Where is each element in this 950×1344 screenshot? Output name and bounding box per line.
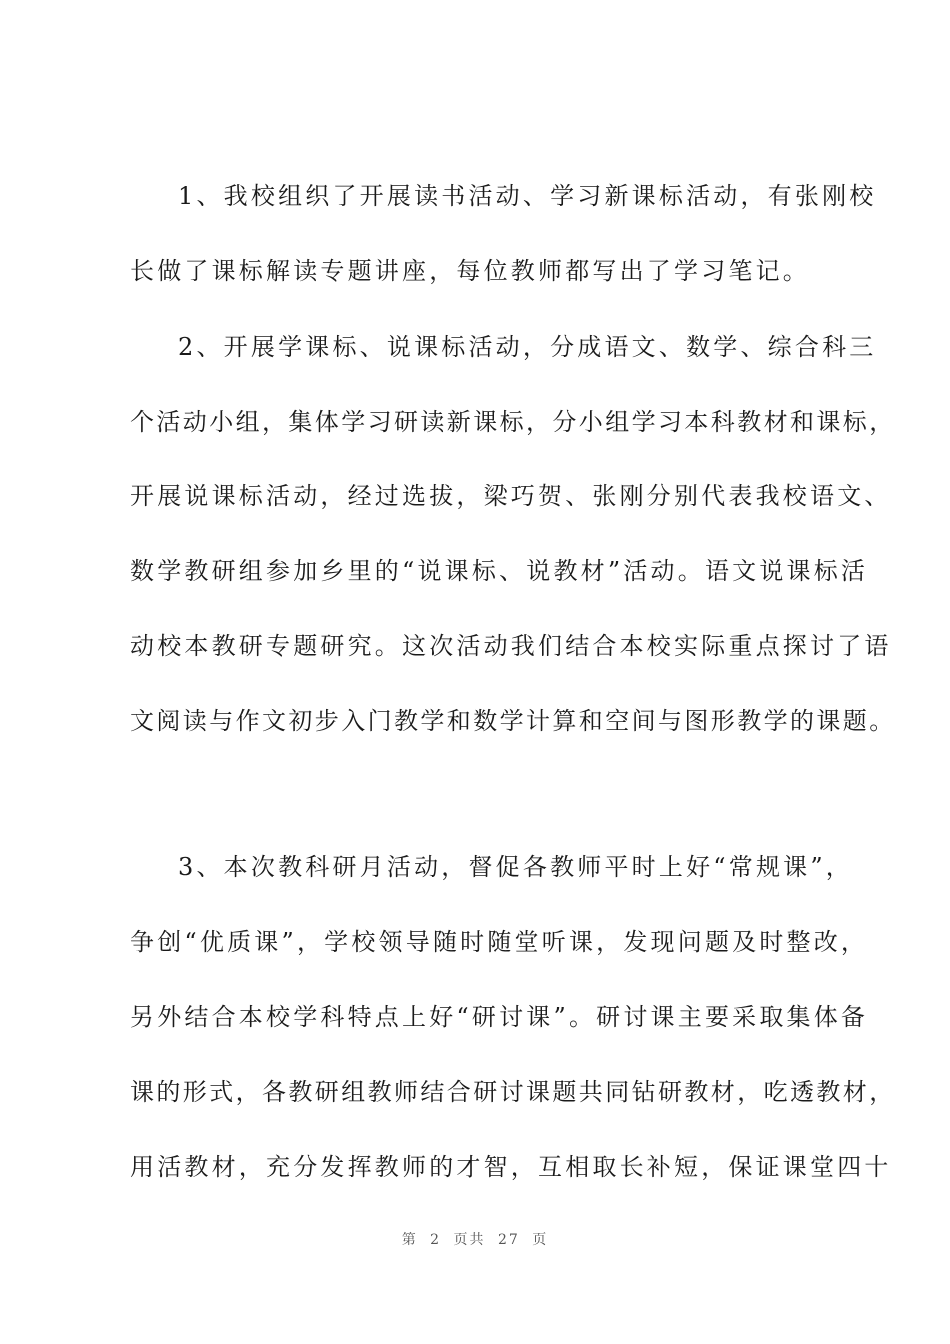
text-line: 动校本教研专题研究。这次活动我们结合本校实际重点探讨了语 <box>130 632 892 660</box>
text-line: 文阅读与作文初步入门教学和数学计算和空间与图形教学的课题。 <box>130 707 896 735</box>
text-line: 另外结合本校学科特点上好“研讨课”。研讨课主要采取集体备 <box>130 1003 869 1031</box>
text-line: 3、本次教科研月活动，督促各教师平时上好“常规课”， <box>178 853 854 881</box>
text-line: 个活动小组，集体学习研读新课标，分小组学习本科教材和课标， <box>130 408 896 436</box>
text-line: 数学教研组参加乡里的“说课标、说教材”活动。语文说课标活 <box>130 557 869 585</box>
text-line: 1、我校组织了开展读书活动、学习新课标活动，有张刚校 <box>178 182 877 210</box>
page-number-footer: 第 2 页共 27 页 <box>401 1232 549 1248</box>
text-line: 2、开展学课标、说课标活动，分成语文、数学、综合科三 <box>178 333 877 361</box>
text-line: 长做了课标解读专题讲座，每位教师都写出了学习笔记。 <box>130 257 810 285</box>
text-line: 用活教材，充分发挥教师的才智，互相取长补短，保证课堂四十 <box>130 1153 892 1181</box>
text-line: 开展说课标活动，经过选拔，梁巧贺、张刚分别代表我校语文、 <box>130 482 892 510</box>
text-line: 课的形式，各教研组教师结合研讨课题共同钻研教材，吃透教材， <box>130 1078 896 1106</box>
text-line: 争创“优质课”，学校领导随时随堂听课，发现问题及时整改， <box>130 928 869 956</box>
